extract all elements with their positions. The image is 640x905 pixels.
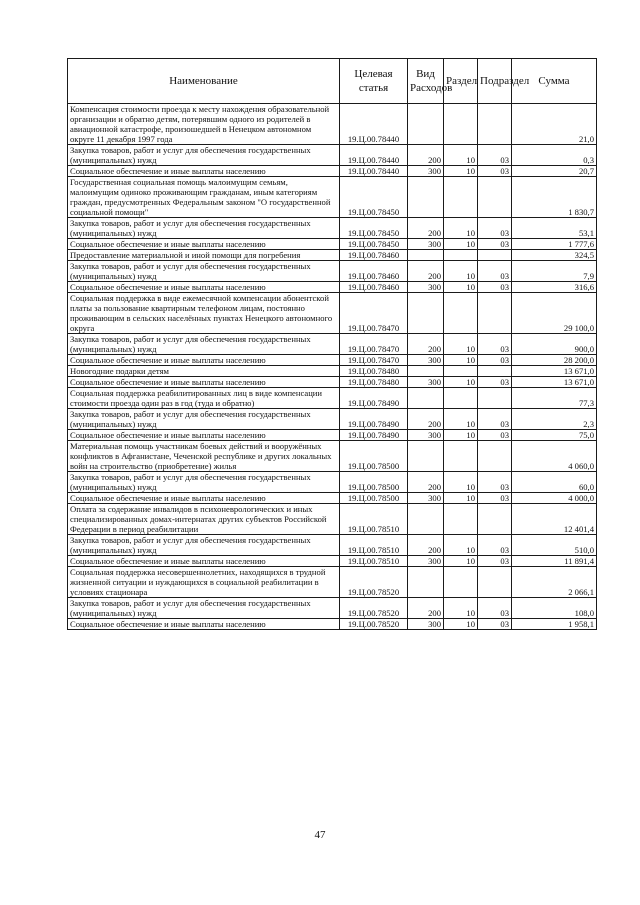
table-row: [68, 472, 597, 493]
table-row: [68, 567, 597, 598]
row-razdel-cell: 10: [444, 377, 478, 388]
table-row: [68, 239, 597, 250]
row-sum-cell: 316,6: [512, 282, 597, 293]
row-vid-cell: 300: [408, 493, 444, 504]
row-podrazdel-cell: [478, 250, 512, 261]
row-name-cell: Компенсация стоимости проезда к месту нахождения образовательной организации и обратно детям, потерявшим одного из родителей в авиационной катастрофе, произошедшей в Ненецком автономном округе 11 декабря 1997 года: [68, 104, 340, 145]
row-podrazdel-cell: 03: [478, 409, 512, 430]
row-sum-cell: 2,3: [512, 409, 597, 430]
row-podrazdel-cell: [478, 388, 512, 409]
row-vid-cell: [408, 504, 444, 535]
row-target-cell: 19.Ц.00.78480: [340, 366, 408, 377]
table-row: [68, 293, 597, 334]
row-name-cell: Материальная помощь участникам боевых действий и вооружённых конфликтов в Афганистане, Чеченской республике и других локальных войн на строительство (приобретение) жилья: [68, 441, 340, 472]
row-target-cell: 19.Ц.00.78490: [340, 388, 408, 409]
row-podrazdel-cell: [478, 366, 512, 377]
row-vid-cell: 200: [408, 409, 444, 430]
row-sum-cell: 21,0: [512, 104, 597, 145]
row-sum-cell: 4 000,0: [512, 493, 597, 504]
row-vid-cell: 300: [408, 430, 444, 441]
row-target-cell: 19.Ц.00.78500: [340, 441, 408, 472]
row-sum-cell: 2 066,1: [512, 567, 597, 598]
row-razdel-cell: 10: [444, 493, 478, 504]
row-vid-cell: 200: [408, 261, 444, 282]
row-name-cell: Социальное обеспечение и иные выплаты населению: [68, 377, 340, 388]
row-vid-cell: 200: [408, 598, 444, 619]
row-podrazdel-cell: [478, 441, 512, 472]
row-sum-cell: 7,9: [512, 261, 597, 282]
row-name-cell: Социальная поддержка в виде ежемесячной компенсации абонентской платы за пользование квартирным телефоном лицам, постоянно проживающим в сельских населённых пунктах Ненецкого автономного округа: [68, 293, 340, 334]
row-sum-cell: 28 200,0: [512, 355, 597, 366]
row-sum-cell: 12 401,4: [512, 504, 597, 535]
row-target-cell: 19.Ц.00.78490: [340, 430, 408, 441]
row-name-cell: Закупка товаров, работ и услуг для обеспечения государственных (муниципальных) нужд: [68, 145, 340, 166]
header-podrazdel: Подраздел: [478, 59, 512, 104]
table-row: [68, 177, 597, 218]
row-vid-cell: [408, 441, 444, 472]
row-razdel-cell: 10: [444, 619, 478, 630]
row-podrazdel-cell: [478, 293, 512, 334]
row-vid-cell: [408, 293, 444, 334]
row-podrazdel-cell: [478, 567, 512, 598]
row-name-cell: Оплата за содержание инвалидов в психоневрологических и иных специализированных домах-интернатах других субъектов Российской Федерации в период реабилитации: [68, 504, 340, 535]
row-sum-cell: 13 671,0: [512, 366, 597, 377]
row-podrazdel-cell: 03: [478, 535, 512, 556]
row-razdel-cell: 10: [444, 556, 478, 567]
row-sum-cell: 0,3: [512, 145, 597, 166]
table-row: [68, 535, 597, 556]
table-row: [68, 334, 597, 355]
row-razdel-cell: 10: [444, 239, 478, 250]
row-podrazdel-cell: 03: [478, 556, 512, 567]
row-sum-cell: 11 891,4: [512, 556, 597, 567]
table-row: [68, 377, 597, 388]
row-vid-cell: [408, 388, 444, 409]
row-target-cell: 19.Ц.00.78460: [340, 282, 408, 293]
row-podrazdel-cell: 03: [478, 619, 512, 630]
table-row: [68, 409, 597, 430]
row-target-cell: 19.Ц.00.78500: [340, 472, 408, 493]
row-target-cell: 19.Ц.00.78460: [340, 250, 408, 261]
row-name-cell: Социальная поддержка несовершеннолетних, находящихся в трудной жизненной ситуации и нуждающихся в социальной реабилитации в условиях стационара: [68, 567, 340, 598]
table-row: [68, 598, 597, 619]
table-header-row: [68, 59, 597, 104]
row-vid-cell: 300: [408, 282, 444, 293]
row-sum-cell: 108,0: [512, 598, 597, 619]
row-razdel-cell: 10: [444, 261, 478, 282]
table-row: [68, 366, 597, 377]
row-vid-cell: 200: [408, 472, 444, 493]
row-vid-cell: 200: [408, 535, 444, 556]
row-vid-cell: 300: [408, 166, 444, 177]
table-row: [68, 556, 597, 567]
row-podrazdel-cell: 03: [478, 472, 512, 493]
table-row: [68, 145, 597, 166]
row-name-cell: Социальная поддержка реабилитированных лиц в виде компенсации стоимости проезда один раз в год (туда и обратно): [68, 388, 340, 409]
budget-table: [67, 58, 597, 630]
row-sum-cell: 20,7: [512, 166, 597, 177]
row-sum-cell: 53,1: [512, 218, 597, 239]
row-vid-cell: [408, 250, 444, 261]
table-row: [68, 441, 597, 472]
row-sum-cell: 60,0: [512, 472, 597, 493]
row-target-cell: 19.Ц.00.78470: [340, 293, 408, 334]
row-target-cell: 19.Ц.00.78520: [340, 567, 408, 598]
row-name-cell: Социальное обеспечение и иные выплаты населению: [68, 493, 340, 504]
row-target-cell: 19.Ц.00.78500: [340, 493, 408, 504]
row-target-cell: 19.Ц.00.78480: [340, 377, 408, 388]
table-body: [68, 104, 597, 630]
row-podrazdel-cell: 03: [478, 145, 512, 166]
table-row: [68, 504, 597, 535]
row-sum-cell: 1 830,7: [512, 177, 597, 218]
row-target-cell: 19.Ц.00.78450: [340, 239, 408, 250]
row-sum-cell: 4 060,0: [512, 441, 597, 472]
row-target-cell: 19.Ц.00.78460: [340, 261, 408, 282]
row-podrazdel-cell: 03: [478, 377, 512, 388]
row-name-cell: Новогодние подарки детям: [68, 366, 340, 377]
row-vid-cell: [408, 567, 444, 598]
row-name-cell: Социальное обеспечение и иные выплаты населению: [68, 166, 340, 177]
row-name-cell: Закупка товаров, работ и услуг для обеспечения государственных (муниципальных) нужд: [68, 598, 340, 619]
row-razdel-cell: 10: [444, 218, 478, 239]
row-podrazdel-cell: 03: [478, 355, 512, 366]
row-vid-cell: 200: [408, 334, 444, 355]
row-target-cell: 19.Ц.00.78520: [340, 619, 408, 630]
row-target-cell: 19.Ц.00.78490: [340, 409, 408, 430]
row-sum-cell: 75,0: [512, 430, 597, 441]
table-row: [68, 619, 597, 630]
row-name-cell: Закупка товаров, работ и услуг для обеспечения государственных (муниципальных) нужд: [68, 409, 340, 430]
row-razdel-cell: [444, 567, 478, 598]
row-podrazdel-cell: [478, 504, 512, 535]
header-razdel: Раздел: [444, 59, 478, 104]
row-target-cell: 19.Ц.00.78450: [340, 218, 408, 239]
row-target-cell: 19.Ц.00.78470: [340, 355, 408, 366]
row-name-cell: Закупка товаров, работ и услуг для обеспечения государственных (муниципальных) нужд: [68, 261, 340, 282]
row-razdel-cell: 10: [444, 166, 478, 177]
row-sum-cell: 1 777,6: [512, 239, 597, 250]
header-summa: Сумма: [512, 59, 597, 104]
table-row: [68, 218, 597, 239]
row-target-cell: 19.Ц.00.78510: [340, 556, 408, 567]
table-row: [68, 388, 597, 409]
table-row: [68, 282, 597, 293]
row-razdel-cell: [444, 293, 478, 334]
row-podrazdel-cell: 03: [478, 166, 512, 177]
row-podrazdel-cell: 03: [478, 598, 512, 619]
row-name-cell: Закупка товаров, работ и услуг для обеспечения государственных (муниципальных) нужд: [68, 535, 340, 556]
row-sum-cell: 13 671,0: [512, 377, 597, 388]
row-vid-cell: 200: [408, 218, 444, 239]
row-razdel-cell: [444, 177, 478, 218]
row-podrazdel-cell: [478, 104, 512, 145]
table-row: [68, 430, 597, 441]
row-name-cell: Социальное обеспечение и иные выплаты населению: [68, 355, 340, 366]
row-podrazdel-cell: 03: [478, 261, 512, 282]
table-row: [68, 493, 597, 504]
row-razdel-cell: 10: [444, 334, 478, 355]
row-podrazdel-cell: 03: [478, 493, 512, 504]
row-sum-cell: 29 100,0: [512, 293, 597, 334]
table-row: [68, 261, 597, 282]
row-sum-cell: 77,3: [512, 388, 597, 409]
row-razdel-cell: [444, 366, 478, 377]
row-razdel-cell: 10: [444, 430, 478, 441]
row-target-cell: 19.Ц.00.78440: [340, 145, 408, 166]
row-name-cell: Социальное обеспечение и иные выплаты населению: [68, 619, 340, 630]
row-target-cell: 19.Ц.00.78520: [340, 598, 408, 619]
row-target-cell: 19.Ц.00.78440: [340, 166, 408, 177]
row-podrazdel-cell: 03: [478, 430, 512, 441]
row-razdel-cell: [444, 388, 478, 409]
row-target-cell: 19.Ц.00.78510: [340, 535, 408, 556]
row-podrazdel-cell: [478, 177, 512, 218]
row-sum-cell: 324,5: [512, 250, 597, 261]
table-row: [68, 166, 597, 177]
row-name-cell: Социальное обеспечение и иные выплаты населению: [68, 282, 340, 293]
row-vid-cell: 300: [408, 355, 444, 366]
page-number: 47: [314, 829, 326, 841]
row-name-cell: Социальное обеспечение и иные выплаты населению: [68, 556, 340, 567]
row-target-cell: 19.Ц.00.78450: [340, 177, 408, 218]
row-sum-cell: 510,0: [512, 535, 597, 556]
row-podrazdel-cell: 03: [478, 282, 512, 293]
row-target-cell: 19.Ц.00.78510: [340, 504, 408, 535]
table-row: [68, 355, 597, 366]
row-vid-cell: [408, 104, 444, 145]
header-target: Целевая статья: [340, 59, 408, 104]
row-razdel-cell: 10: [444, 472, 478, 493]
row-vid-cell: [408, 177, 444, 218]
row-razdel-cell: [444, 104, 478, 145]
row-vid-cell: 300: [408, 619, 444, 630]
row-vid-cell: 300: [408, 377, 444, 388]
row-razdel-cell: 10: [444, 409, 478, 430]
row-razdel-cell: [444, 504, 478, 535]
row-name-cell: Закупка товаров, работ и услуг для обеспечения государственных (муниципальных) нужд: [68, 334, 340, 355]
row-razdel-cell: 10: [444, 145, 478, 166]
row-name-cell: Социальное обеспечение и иные выплаты населению: [68, 239, 340, 250]
row-podrazdel-cell: 03: [478, 218, 512, 239]
row-podrazdel-cell: 03: [478, 334, 512, 355]
row-vid-cell: [408, 366, 444, 377]
row-razdel-cell: 10: [444, 282, 478, 293]
row-podrazdel-cell: 03: [478, 239, 512, 250]
row-sum-cell: 900,0: [512, 334, 597, 355]
row-vid-cell: 200: [408, 145, 444, 166]
header-name: Наименование: [68, 59, 340, 104]
table-row: [68, 250, 597, 261]
table-row: [68, 104, 597, 145]
row-razdel-cell: 10: [444, 598, 478, 619]
row-razdel-cell: [444, 441, 478, 472]
row-vid-cell: 300: [408, 239, 444, 250]
row-sum-cell: 1 958,1: [512, 619, 597, 630]
row-razdel-cell: 10: [444, 535, 478, 556]
row-razdel-cell: [444, 250, 478, 261]
row-name-cell: Закупка товаров, работ и услуг для обеспечения государственных (муниципальных) нужд: [68, 218, 340, 239]
row-target-cell: 19.Ц.00.78470: [340, 334, 408, 355]
row-name-cell: Государственная социальная помощь малоимущим семьям, малоимущим одиноко проживающим гражданам, иным категориям граждан, предусмотренных Федеральным законом "О государственной социальной помощи": [68, 177, 340, 218]
row-name-cell: Социальное обеспечение и иные выплаты населению: [68, 430, 340, 441]
header-vid: Вид Расходов: [408, 59, 444, 104]
row-name-cell: Предоставление материальной и иной помощи для погребения: [68, 250, 340, 261]
row-vid-cell: 300: [408, 556, 444, 567]
row-target-cell: 19.Ц.00.78440: [340, 104, 408, 145]
row-razdel-cell: 10: [444, 355, 478, 366]
row-name-cell: Закупка товаров, работ и услуг для обеспечения государственных (муниципальных) нужд: [68, 472, 340, 493]
